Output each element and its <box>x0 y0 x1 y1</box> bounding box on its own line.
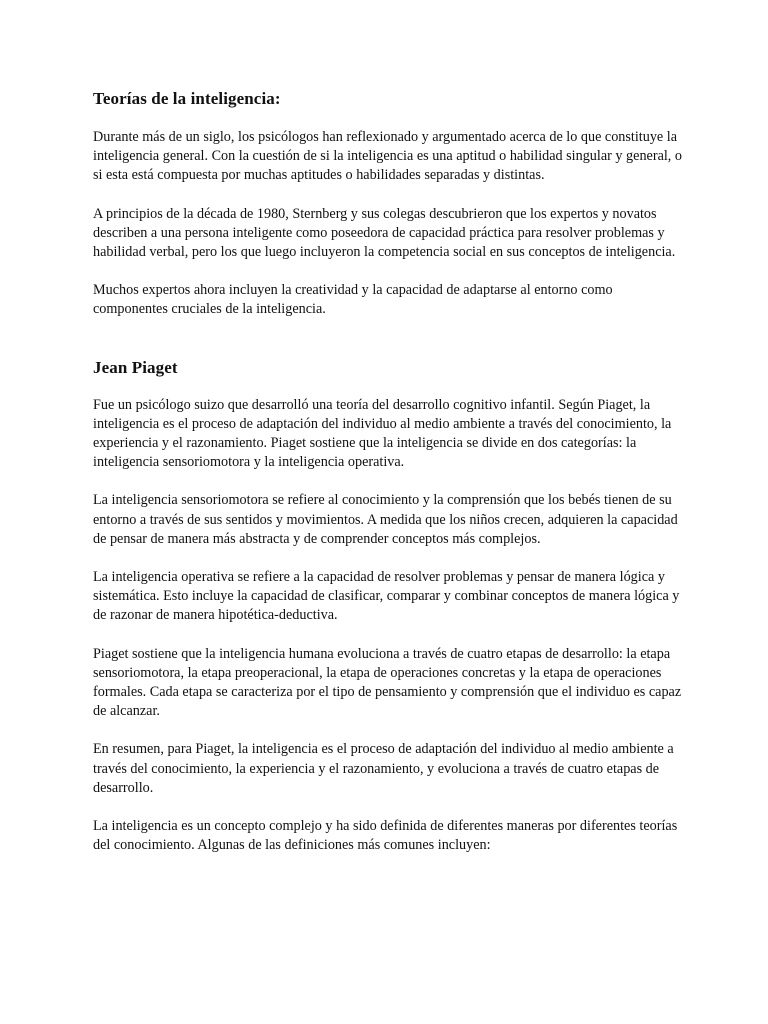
section-heading-piaget: Jean Piaget <box>93 357 178 377</box>
paragraph-operativa: La inteligencia operativa se refiere a la capacidad de resolver problemas y pensar de manera lógica y sistemática. Esto incluye la capacidad de clasificar, comparar y combinar conceptos de manera lógica y de razonar de manera hipotética-deductiva. <box>93 569 680 624</box>
paragraph-etapas: Piaget sostiene que la inteligencia humana evoluciona a través de cuatro etapas de desarrollo: la etapa sensoriomotora, la etapa preoperacional, la etapa de operaciones concretas y la etapa de operaciones formales. Cada etapa se caracteriza por el tipo de pensamiento y comprensión que el individuo es capaz de alcanzar. <box>93 645 682 720</box>
paragraph-resumen: En resumen, para Piaget, la inteligencia es el proceso de adaptación del individuo al medio ambiente a través del conocimiento, la experiencia y el razonamiento, y evoluciona a través de cuatro etapas de desarrollo. <box>93 741 674 796</box>
document-body <box>93 88 683 855</box>
paragraph-piaget-intro: Fue un psicólogo suizo que desarrolló una teoría del desarrollo cognitivo infantil. Según Piaget, la inteligencia es el proceso de adaptación del individuo al medio ambiente a través del conocimiento, la experiencia y el razonamiento. Piaget sostiene que la inteligencia se divide en dos categorías: la inteligencia sensoriomotora y la inteligencia operativa. <box>93 396 672 471</box>
paragraph-sternberg: A principios de la década de 1980, Sternberg y sus colegas descubrieron que los expertos y novatos describen a una persona inteligente como poseedora de capacidad práctica para resolver problemas y habilidad verbal, pero los que luego incluyeron la competencia social en sus conceptos de inteligencia. <box>93 205 676 261</box>
paragraph-creatividad: Muchos expertos ahora incluyen la creatividad y la capacidad de adaptarse al entorno como componentes cruciales de la inteligencia. <box>93 282 613 318</box>
paragraph-definiciones: La inteligencia es un concepto complejo y ha sido definida de diferentes maneras por diferentes teorías del conocimiento. Algunas de las definiciones más comunes incluyen: <box>93 818 678 854</box>
section-heading-teorias: Teorías de la inteligencia: <box>93 89 281 108</box>
paragraph-sensoriomotora: La inteligencia sensoriomotora se refiere al conocimiento y la comprensión que los bebés tienen de su entorno a través de sus sentidos y movimientos. A medida que los niños crecen, adquieren la capacidad de pensar de manera más abstracta y de comprender conceptos más complejos. <box>93 492 678 547</box>
paragraph-siglo: Durante más de un siglo, los psicólogos han reflexionado y argumentado acerca de lo que constituye la inteligencia general. Con la cuestión de si la inteligencia es una aptitud o habilidad singular y general, o si esta está compuesta por muchas aptitudes o habilidades separadas y distintas. <box>93 129 682 184</box>
